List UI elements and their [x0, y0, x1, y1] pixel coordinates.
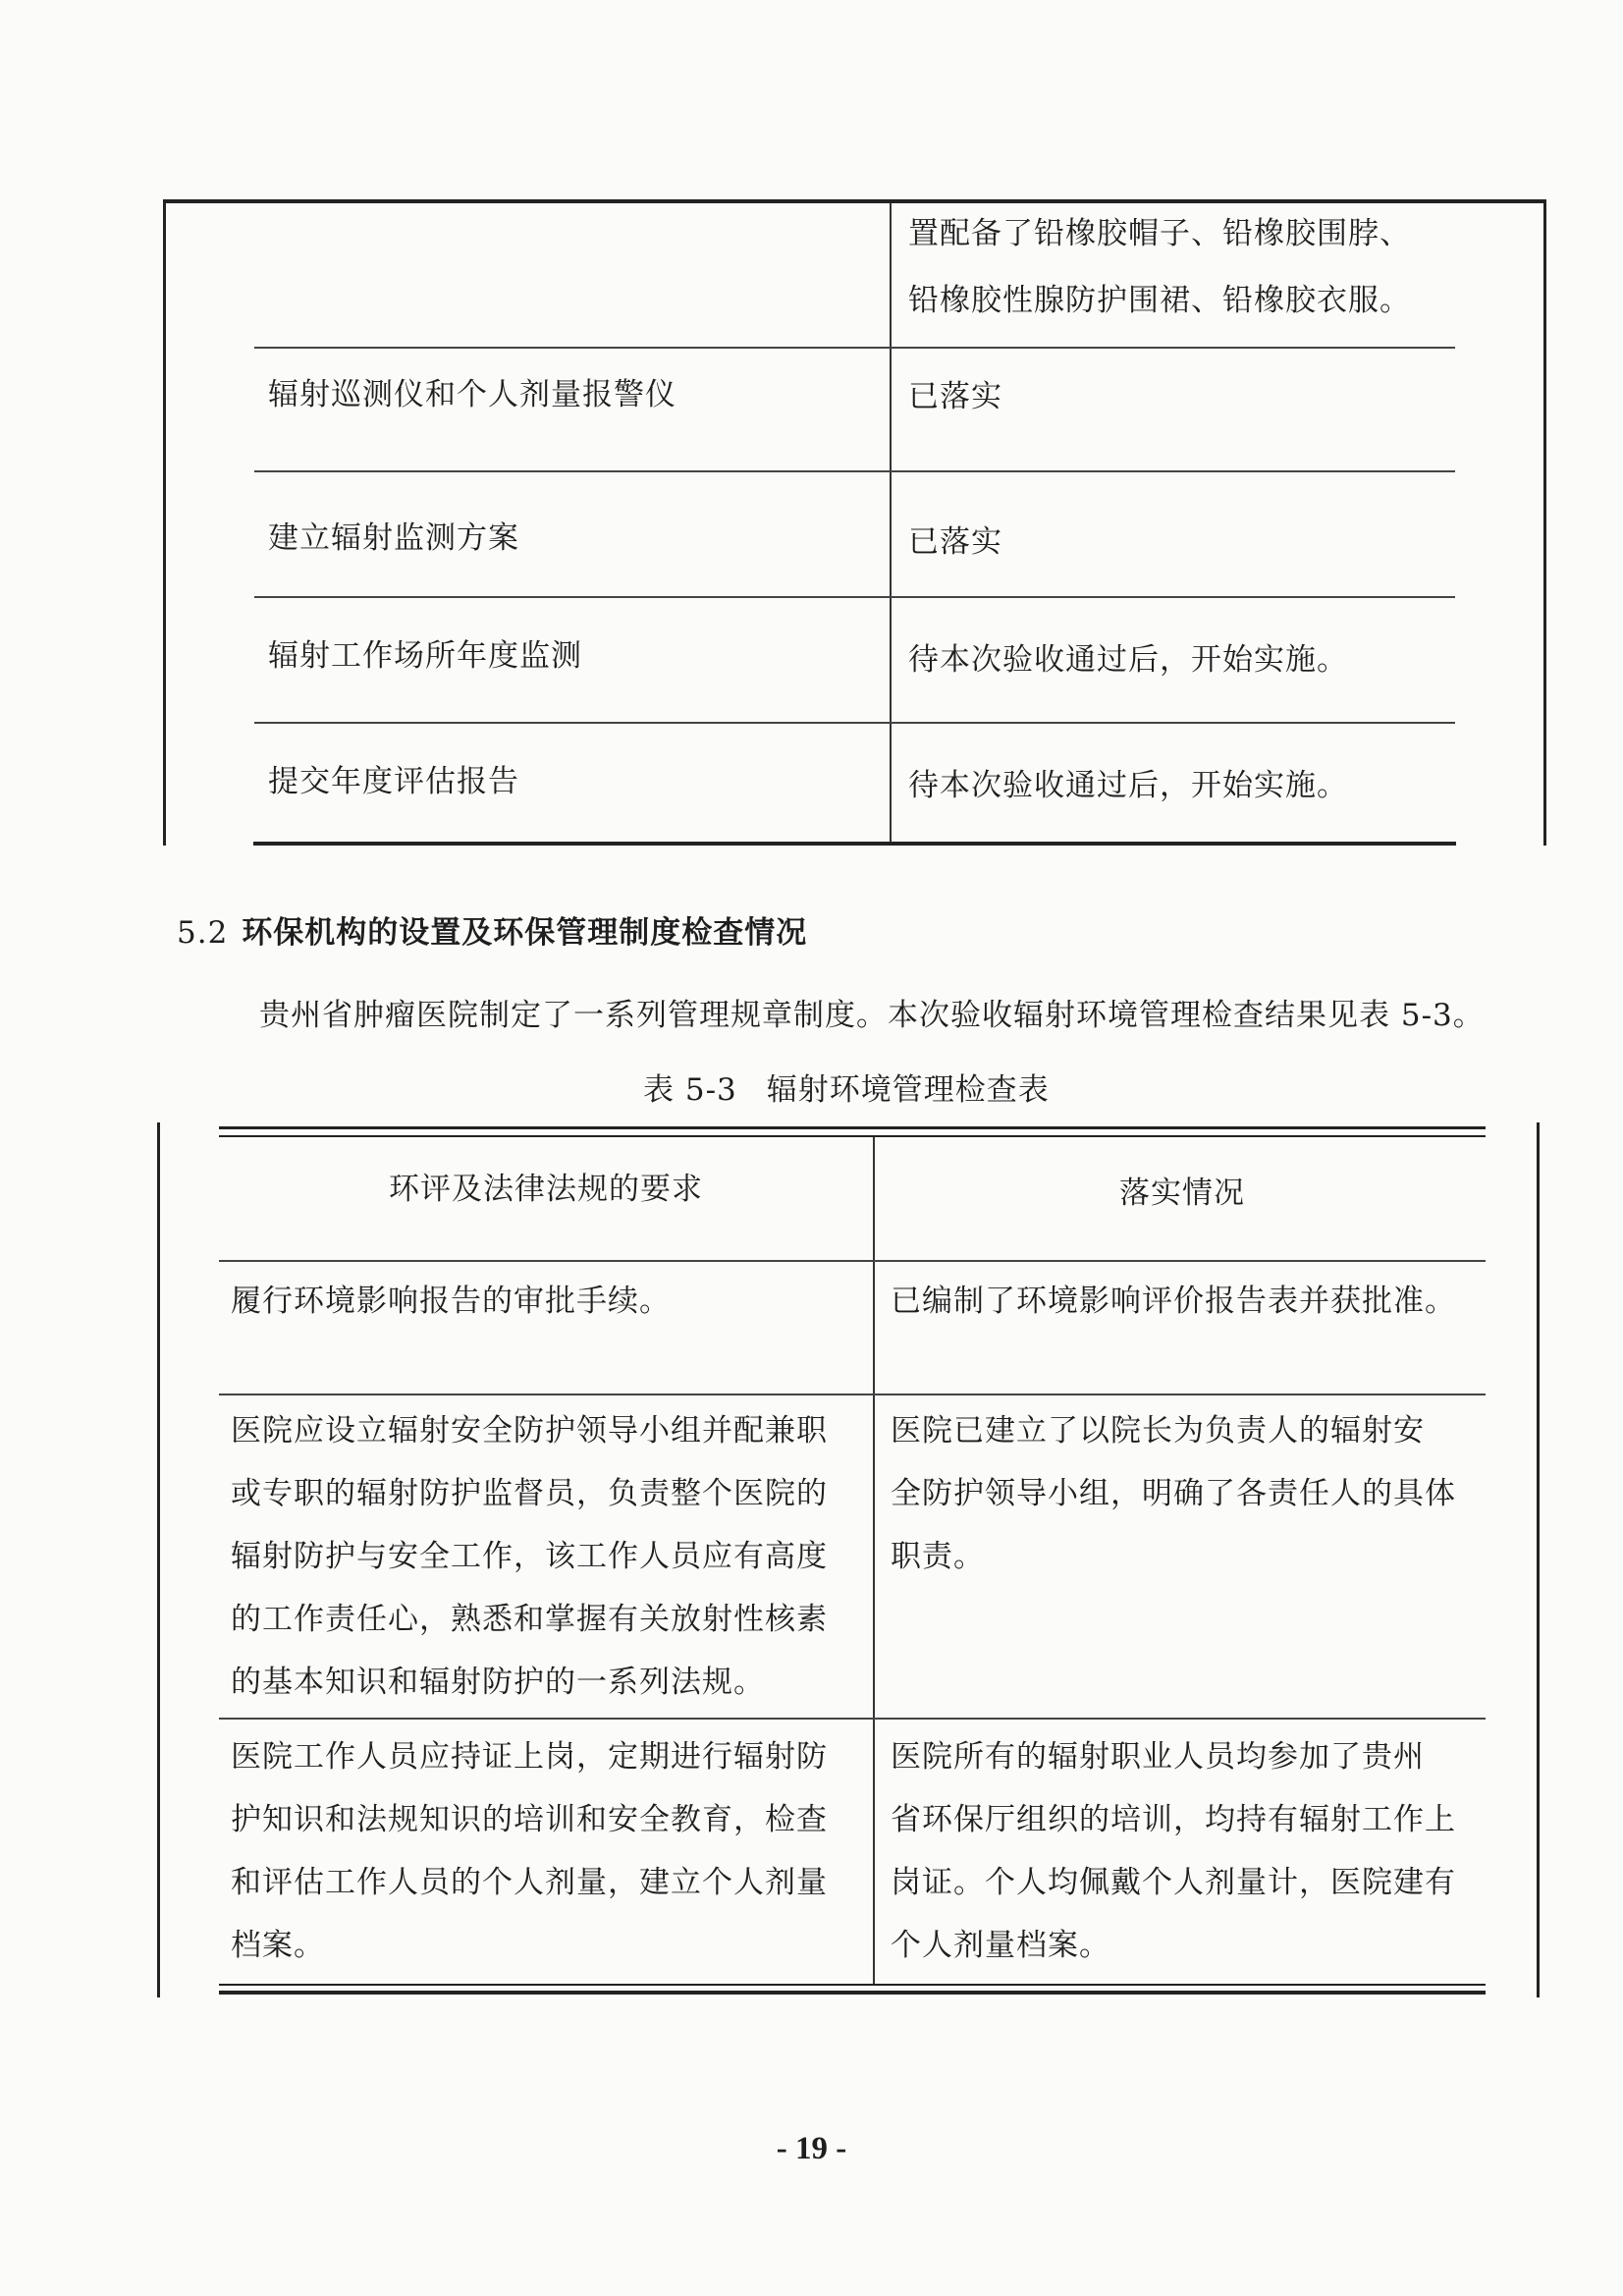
cell-line: 的基本知识和辐射防护的一系列法规。	[231, 1665, 765, 1700]
caption-title: 辐射环境管理检查表	[766, 1072, 1050, 1108]
cell-line: 省环保厅组织的培训，均持有辐射工作上	[891, 1802, 1456, 1837]
cell-line: 护知识和法规知识的培训和安全教育，检查	[231, 1802, 828, 1837]
cell-line: 全防护领导小组，明确了各责任人的具体	[891, 1476, 1456, 1511]
cell-line: 辐射防护与安全工作，该工作人员应有高度	[231, 1539, 828, 1574]
cell-line: 铅橡胶性腺防护围裙、铅橡胶衣服。	[908, 283, 1411, 318]
row-divider	[219, 1260, 1486, 1262]
row-divider	[219, 1394, 1486, 1395]
cell-line: 医院应设立辐射安全防护领导小组并配兼职	[231, 1413, 828, 1449]
column-divider	[873, 1137, 875, 1986]
column-divider	[890, 203, 892, 846]
cell-line: 和评估工作人员的个人剂量，建立个人剂量	[231, 1865, 828, 1900]
table-top-rule	[219, 1135, 1486, 1137]
table-bottom-rule	[253, 842, 1456, 846]
row-divider	[254, 347, 1455, 349]
table-row-req	[231, 1270, 671, 1333]
table-bottom-rule	[219, 1984, 1486, 1986]
row-divider	[254, 722, 1455, 724]
cell-line: 医院已建立了以院长为负责人的辐射安	[891, 1413, 1425, 1449]
row-divider	[219, 1718, 1486, 1720]
cell-line: 医院工作人员应持证上岗，定期进行辐射防	[231, 1739, 828, 1775]
cell-line: 岗证。个人均佩戴个人剂量计，医院建有	[891, 1865, 1456, 1900]
table-row-impl	[891, 1725, 1456, 1977]
management-check-table	[157, 1122, 1540, 1997]
table-cell-right: 已落实	[908, 524, 1002, 560]
section-heading	[177, 907, 807, 952]
table-cell-right: 待本次验收通过后，开始实施。	[908, 768, 1348, 803]
table-cell-right	[908, 211, 1411, 323]
table-cell-right: 已落实	[908, 379, 1002, 414]
cell-line: 已编制了环境影响评价报告表并获批准。	[891, 1284, 1456, 1319]
row-divider	[254, 596, 1455, 598]
table-row-req	[231, 1399, 828, 1714]
cell-line: 职责。	[891, 1539, 985, 1574]
section-paragraph: 贵州省肿瘤医院制定了一系列管理规章制度。本次验收辐射环境管理检查结果见表 5-3。	[259, 998, 1485, 1033]
caption-number: 表 5-3	[643, 1072, 737, 1108]
column-header: 环评及法律法规的要求	[389, 1172, 703, 1207]
section-number: 5.2	[177, 915, 229, 951]
table-row-impl	[891, 1399, 1456, 1588]
cell-line: 或专职的辐射防护监督员，负责整个医院的	[231, 1476, 828, 1511]
cell-line: 医院所有的辐射职业人员均参加了贵州	[891, 1739, 1425, 1775]
section-title: 环保机构的设置及环保管理制度检查情况	[242, 915, 808, 951]
table-cell-left: 辐射巡测仪和个人剂量报警仪	[268, 377, 676, 412]
cell-line: 置配备了铅橡胶帽子、铅橡胶围脖、	[908, 216, 1411, 251]
table-row-req	[231, 1725, 828, 1977]
cell-line: 档案。	[231, 1928, 325, 1963]
table-bottom-rule	[219, 1991, 1486, 1995]
table-cell-left: 建立辐射监测方案	[268, 520, 519, 556]
table-cell-left: 辐射工作场所年度监测	[268, 638, 582, 674]
column-header: 落实情况	[1119, 1175, 1245, 1211]
page-number: - 19 -	[776, 2131, 847, 2166]
row-divider	[254, 470, 1455, 472]
measures-table	[163, 199, 1546, 846]
cell-line: 的工作责任心，熟悉和掌握有关放射性核素	[231, 1602, 828, 1637]
table-top-rule	[219, 1126, 1486, 1129]
table-cell-left: 提交年度评估报告	[268, 764, 519, 799]
table-caption	[643, 1065, 1050, 1109]
table-row-impl	[891, 1270, 1456, 1333]
table-cell-right: 待本次验收通过后，开始实施。	[908, 642, 1348, 678]
cell-line: 个人剂量档案。	[891, 1928, 1110, 1963]
cell-line: 履行环境影响报告的审批手续。	[231, 1284, 671, 1319]
